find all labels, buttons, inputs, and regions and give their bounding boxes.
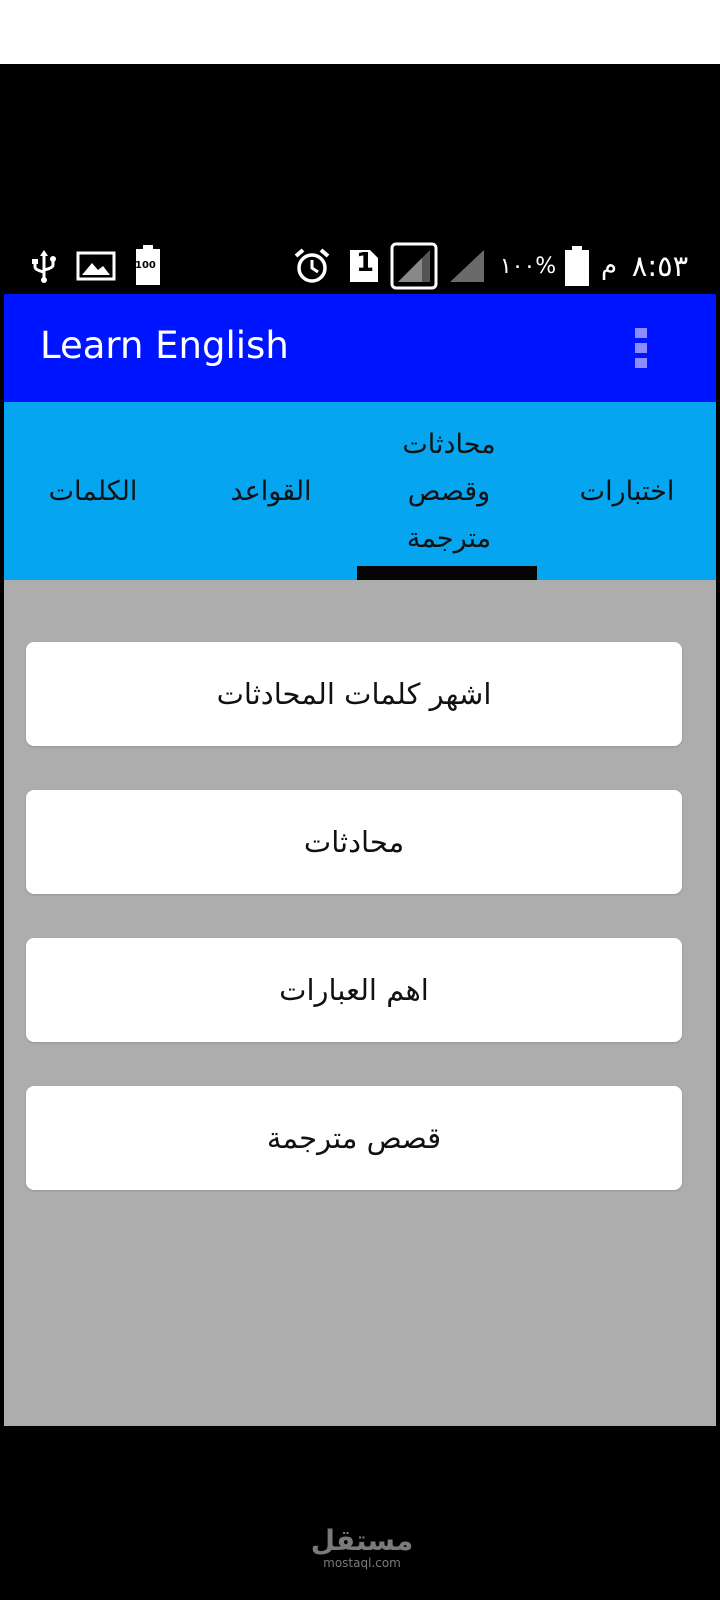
tab-label: القواعد	[230, 475, 312, 507]
overflow-dot	[635, 343, 647, 353]
tab-grammar[interactable]	[182, 402, 360, 580]
signal-box-icon	[389, 238, 439, 294]
menu-item-label: قصص مترجمة	[266, 1121, 442, 1155]
selected-tab-indicator	[357, 566, 537, 580]
battery-small-icon	[132, 238, 164, 294]
image-icon	[74, 238, 118, 294]
watermark-url: mostaql.com	[323, 1556, 401, 1570]
alarm-icon	[292, 238, 332, 294]
tab-label: الكلمات	[48, 475, 138, 507]
ampm-label	[598, 238, 620, 294]
menu-item-label: اهم العبارات	[279, 973, 429, 1007]
overflow-dot	[635, 358, 647, 368]
battery-percent-text: ١٠٠%	[499, 253, 557, 279]
battery-percent	[498, 238, 558, 294]
top-margin	[0, 0, 720, 64]
watermark-logo: مستقل	[310, 1524, 414, 1557]
app-title: Learn English	[40, 324, 289, 367]
menu-item-common-words-button[interactable]	[26, 642, 682, 746]
status-bar	[4, 238, 716, 294]
phone-screen	[4, 238, 716, 1426]
menu-item-phrases-button[interactable]	[26, 938, 682, 1042]
battery-icon	[562, 238, 592, 294]
app-bar	[4, 294, 716, 402]
watermark	[296, 1526, 428, 1570]
tab-conversations-stories[interactable]	[360, 402, 538, 580]
menu-item-stories-button[interactable]	[26, 1086, 682, 1190]
menu-item-conversations-button[interactable]	[26, 790, 682, 894]
overflow-dot	[635, 328, 647, 338]
overflow-menu-icon[interactable]	[624, 320, 658, 376]
ampm-text: م	[600, 251, 618, 281]
battery-small-level: 100	[135, 260, 156, 271]
clock-time: ٨:٥٣	[631, 249, 689, 283]
tab-tests[interactable]	[538, 402, 716, 580]
signal-icon	[447, 238, 487, 294]
usb-icon	[26, 238, 62, 294]
sim-icon	[347, 238, 381, 294]
tab-words[interactable]	[4, 402, 182, 580]
tab-label: محادثات وقصص مترجمة	[402, 428, 496, 554]
menu-item-label: اشهر كلمات المحادثات	[216, 677, 492, 711]
tab-bar	[4, 402, 716, 580]
menu-item-label: محادثات	[303, 825, 405, 859]
tab-label: اختبارات	[579, 475, 675, 507]
sim-slot-number: 1	[356, 248, 375, 278]
clock	[624, 238, 696, 294]
